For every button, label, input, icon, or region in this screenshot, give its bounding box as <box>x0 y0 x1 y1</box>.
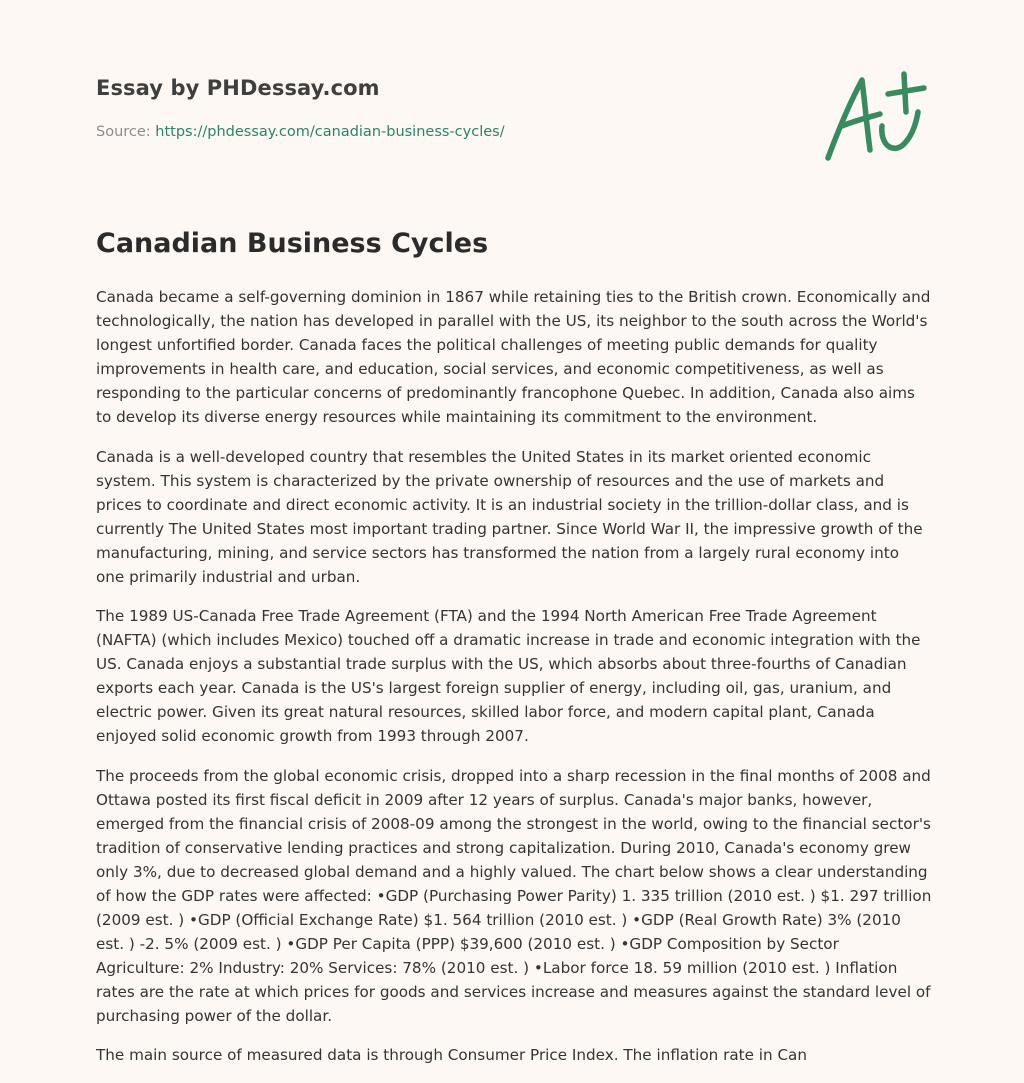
brand-name: Essay by PHDessay.com <box>96 76 380 100</box>
source-label: Source: <box>96 124 156 140</box>
article-body <box>96 285 932 1083</box>
paragraph: Canada is a well-developed country that resembles the United States in its market oriented economic system. This system is characterized by the private ownership of resources and the use of markets and prices to coordinate and direct economic activity. It is an industrial society in the trillion-dollar class, and is currently The United States most important trading partner. Since World War II, the impressive growth of the manufacturing, mining, and service sectors has transformed the nation from a largely rural economy into one primarily industrial and urban. <box>96 447 923 586</box>
article-title: Canadian Business Cycles <box>96 228 489 259</box>
paragraph: The proceeds from the global economic crisis, dropped into a sharp recession in the final months of 2008 and Ottawa posted its first fiscal deficit in 2009 after 12 years of surplus. Canada's major banks, however, emerged from the financial crisis of 2008-09 among the strongest in the world, owing to the financial sector's tradition of conservative lending practices and strong capitalization. During 2010, Canada's economy grew only 3%, due to decreased global demand and a highly valued. The chart below shows a clear understanding of how the GDP rates were affected: •GDP (Purchasing Power Parity) 1. 335 trillion (2010 est. ) $1. 297 trillion (2009 est. ) •GDP (Official Exchange Rate) $1. 564 trillion (2010 est. ) •GDP (Real Growth Rate) 3% (2010 est. ) -2. 5% (2009 est. ) •GDP Per Capita (PPP) $39,600 (2010 est. ) •GDP Composition by Sector Agriculture: 2% Industry: 20% Services: 78% (2010 est. ) •Labor force 18. 59 million (2010 est. ) Inflation rates are the rate at which prices for goods and services increase and measures against the standard level of purchasing power of the dollar. <box>96 766 932 1025</box>
paragraph: The main source of measured data is through Consumer Price Index. The inflation rate in Can <box>96 1046 807 1064</box>
paragraph: Canada became a self-governing dominion in 1867 while retaining ties to the British crown. Economically and technologically, the nation has developed in parallel with the US, its neighbor to the south across the World's longest unfortified border. Canada faces the political challenges of meeting public demands for quality improvements in health care, and education, social services, and economic competitiveness, as well as responding to the particular concerns of predominantly francophone Quebec. In addition, Canada also aims to develop its diverse energy resources while maintaining its commitment to the environment. <box>96 288 931 426</box>
source-line <box>96 124 505 140</box>
a-plus-grade-icon <box>820 66 930 166</box>
page-header <box>96 76 380 100</box>
source-link[interactable]: https://phdessay.com/canadian-business-cycles/ <box>155 124 505 140</box>
paragraph: The 1989 US-Canada Free Trade Agreement (FTA) and the 1994 North American Free Trade Agreement (NAFTA) (which includes Mexico) touched off a dramatic increase in trade and economic integration with the US. Canada enjoys a substantial trade surplus with the US, which absorbs about three-fourths of Canadian exports each year. Canada is the US's largest foreign supplier of energy, including oil, gas, uranium, and electric power. Given its great natural resources, skilled labor force, and modern capital plant, Canada enjoyed solid economic growth from 1993 through 2007. <box>96 607 921 745</box>
